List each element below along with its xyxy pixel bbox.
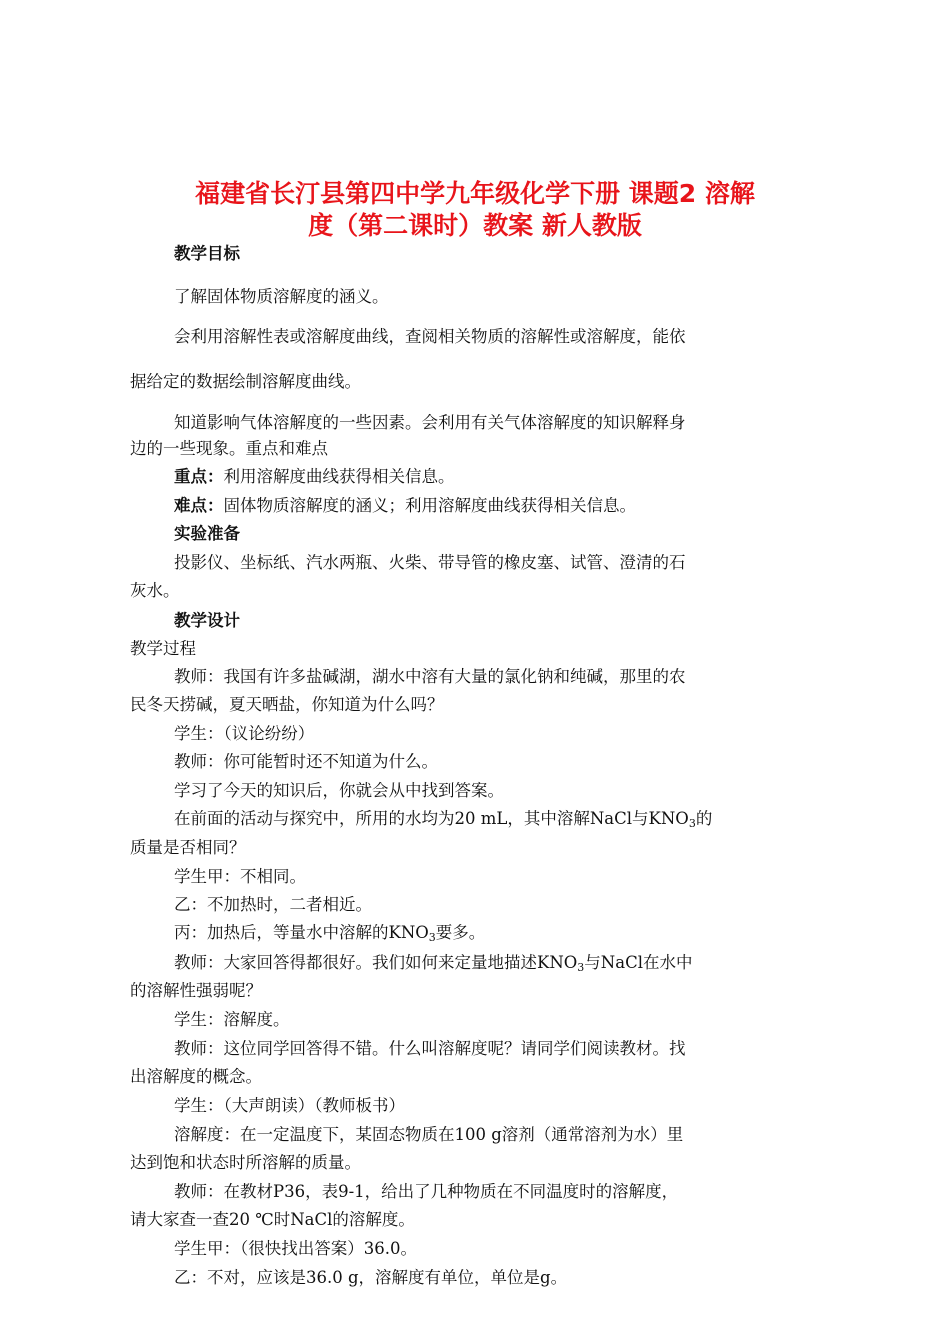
dialogue-line: 乙：不加热时，二者相近。 [174, 895, 372, 914]
section-heading-goals: 教学目标 [174, 244, 240, 263]
dialogue-line: 民冬天捞碱，夏天晒盐，你知道为什么吗？ [130, 695, 444, 714]
definition-line: 达到饱和状态时所溶解的质量。 [130, 1153, 361, 1172]
dialogue-line: 质量是否相同？ [130, 838, 246, 857]
paragraph-line: 教学过程 [130, 639, 196, 658]
paragraph-line: 灰水。 [130, 581, 180, 600]
document-title-line-2: 度（第二课时）教案 新人教版 [308, 211, 642, 240]
dialogue-line: 教师：在教材P36，表9-1，给出了几种物质在不同温度时的溶解度， [174, 1182, 679, 1201]
key-point-label: 重点： [174, 467, 224, 486]
text-span: 的 [695, 809, 713, 828]
text-span: 与NaCl在水中 [584, 953, 693, 972]
dialogue-line: 乙：不对，应该是36.0 g，溶解度有单位，单位是g。 [174, 1268, 568, 1287]
difficulty-text: 固体物质溶解度的涵义；利用溶解度曲线获得相关信息。 [223, 496, 636, 515]
document-title-line-1: 福建省长汀县第四中学九年级化学下册 课题2 溶解 [195, 179, 755, 208]
subscript: 3 [428, 931, 436, 944]
dialogue-line: 出溶解度的概念。 [130, 1067, 262, 1086]
text-span: 教师：大家回答得都很好。我们如何来定量地描述KNO [174, 953, 578, 972]
key-point-line [174, 466, 455, 488]
paragraph-line: 了解固体物质溶解度的涵义。 [174, 287, 389, 306]
subscript: 3 [688, 817, 696, 830]
difficulty-line [174, 495, 636, 517]
dialogue-line: 学生：（议论纷纷） [174, 724, 315, 743]
dialogue-line: 请大家查一查20 ℃时NaCl的溶解度。 [130, 1210, 415, 1229]
dialogue-line: 教师：我国有许多盐碱湖，湖水中溶有大量的氯化钠和纯碱，那里的农 [174, 667, 686, 686]
definition-line: 溶解度：在一定温度下，某固态物质在100 g溶剂（通常溶剂为水）里 [174, 1125, 684, 1144]
dialogue-line: 学生甲：（很快找出答案）36.0。 [174, 1239, 417, 1258]
paragraph-line: 知道影响气体溶解度的一些因素。会利用有关气体溶解度的知识解释身 [174, 413, 686, 432]
paragraph-line: 据给定的数据绘制溶解度曲线。 [130, 372, 361, 391]
paragraph-line: 会利用溶解性表或溶解度曲线，查阅相关物质的溶解性或溶解度，能依 [174, 327, 686, 346]
dialogue-line: 的溶解性强弱呢？ [130, 981, 262, 1000]
dialogue-line [174, 922, 485, 949]
dialogue-line: 学生：（大声朗读）（教师板书） [174, 1096, 405, 1115]
dialogue-line: 教师：这位同学回答得不错。什么叫溶解度呢？请同学们阅读教材。找 [174, 1039, 686, 1058]
section-heading-design: 教学设计 [174, 611, 240, 630]
dialogue-line [174, 952, 692, 979]
text-span: 在前面的活动与探究中，所用的水均为20 mL，其中溶解NaCl与KNO [174, 809, 689, 828]
text-span: 丙：加热后，等量水中溶解的KNO [174, 923, 429, 942]
dialogue-line: 学生：溶解度。 [174, 1010, 290, 1029]
paragraph-line: 投影仪、坐标纸、汽水两瓶、火柴、带导管的橡皮塞、试管、澄清的石 [174, 553, 686, 572]
paragraph-line: 边的一些现象。重点和难点 [130, 439, 328, 458]
subscript: 3 [577, 961, 585, 974]
dialogue-line [174, 808, 712, 835]
text-span: 要多。 [435, 923, 486, 942]
section-heading-prep: 实验准备 [174, 524, 240, 543]
dialogue-line: 教师：你可能暂时还不知道为什么。 [174, 752, 438, 771]
dialogue-line: 学生甲：不相同。 [174, 867, 306, 886]
difficulty-label: 难点： [174, 496, 224, 515]
key-point-text: 利用溶解度曲线获得相关信息。 [223, 467, 455, 486]
dialogue-line: 学习了今天的知识后，你就会从中找到答案。 [174, 781, 504, 800]
